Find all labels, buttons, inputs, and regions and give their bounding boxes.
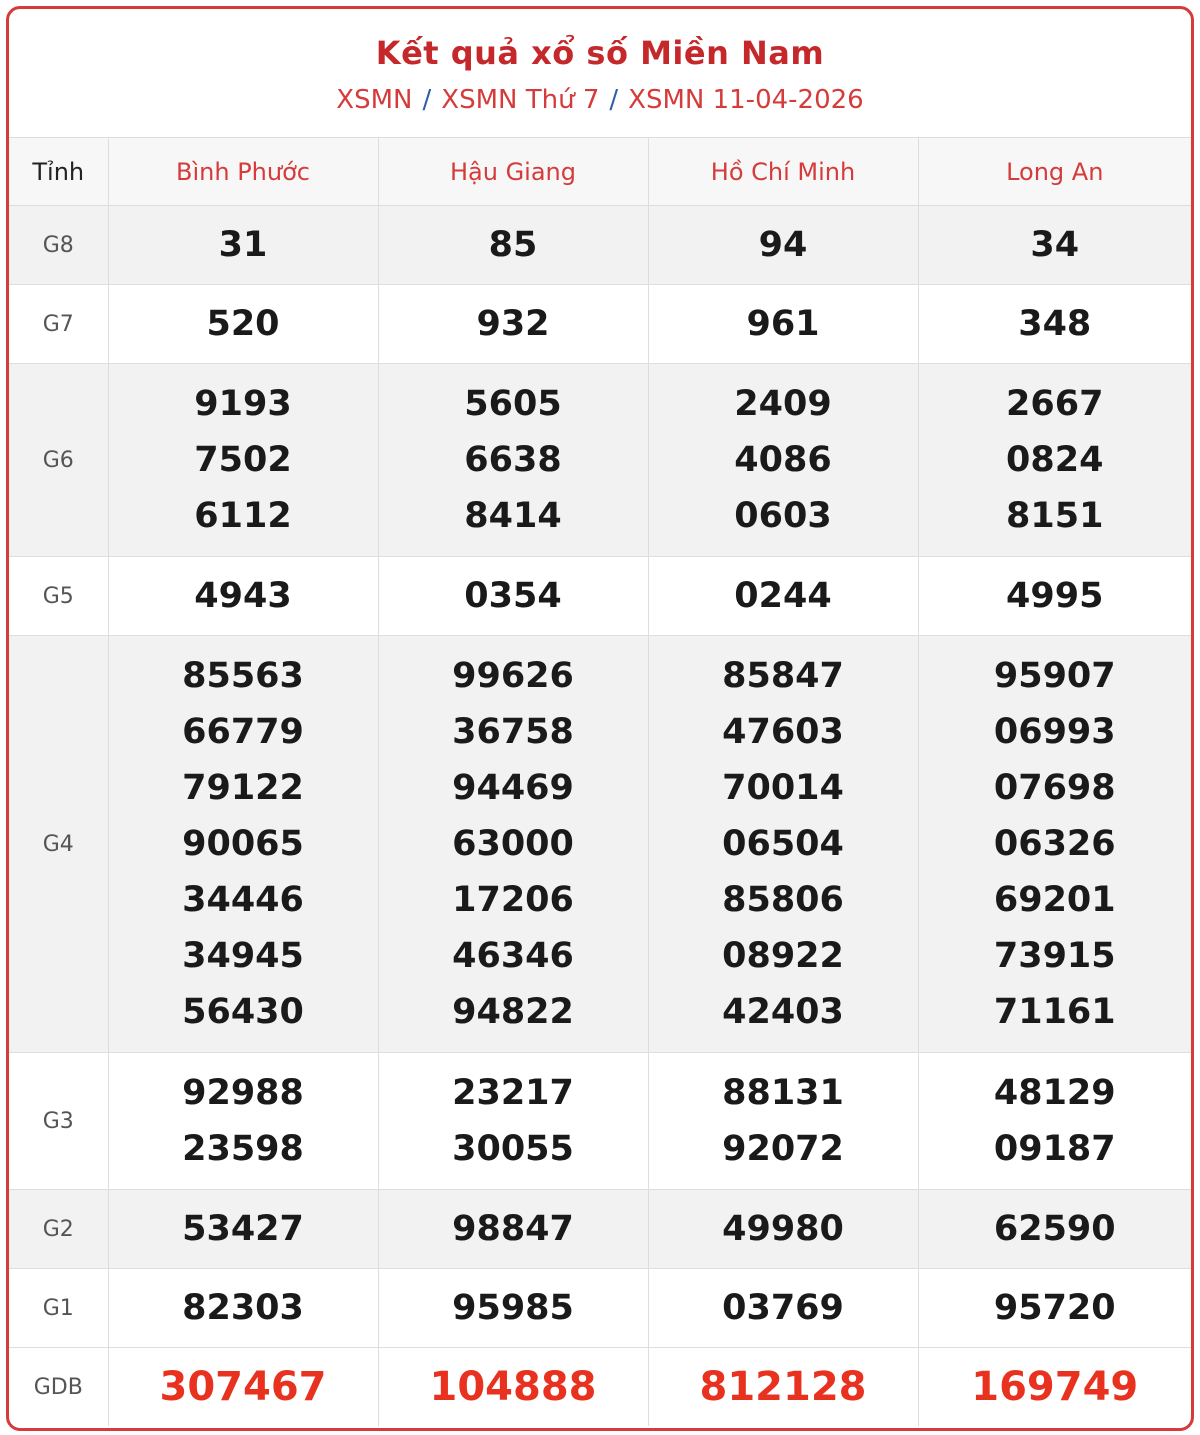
results-header xyxy=(9,9,1191,138)
prize-cell xyxy=(108,364,378,557)
prize-cell xyxy=(918,1348,1191,1427)
prize-number: 98847 xyxy=(452,1209,574,1249)
prize-number: 95907 xyxy=(993,656,1116,696)
prize-number: 4086 xyxy=(734,440,832,480)
prize-cell xyxy=(648,1053,918,1190)
prize-number: 88131 xyxy=(722,1073,844,1113)
prize-number: 62590 xyxy=(993,1209,1116,1249)
breadcrumb-link-date[interactable]: XSMN 11-04-2026 xyxy=(628,85,864,115)
prize-cell xyxy=(918,285,1191,364)
prize-cell xyxy=(918,1190,1191,1269)
prize-number: 92988 xyxy=(182,1073,304,1113)
prize-cell xyxy=(108,636,378,1053)
prize-number: 23217 xyxy=(452,1073,574,1113)
prize-number: 961 xyxy=(746,304,820,344)
prize-cell xyxy=(918,636,1191,1053)
prize-number: 49980 xyxy=(722,1209,844,1249)
prize-cell xyxy=(918,206,1191,285)
prize-cell xyxy=(108,206,378,285)
prize-label: G4 xyxy=(9,636,108,1053)
prize-number: 71161 xyxy=(993,992,1116,1032)
prize-number: 47603 xyxy=(722,712,844,752)
prize-number: 09187 xyxy=(993,1129,1116,1169)
prize-number: 69201 xyxy=(993,880,1116,920)
prize-number: 0354 xyxy=(464,576,562,616)
prize-cell xyxy=(378,1190,648,1269)
prize-number: 7502 xyxy=(194,440,292,480)
prize-label: G1 xyxy=(9,1269,108,1348)
prize-row-g1 xyxy=(9,1269,1191,1348)
prize-number: 94 xyxy=(758,225,808,265)
prize-row-g2 xyxy=(9,1190,1191,1269)
prize-cell xyxy=(378,1269,648,1348)
prize-cell xyxy=(648,557,918,636)
prize-number: 17206 xyxy=(452,880,574,920)
prize-cell xyxy=(378,557,648,636)
prize-cell xyxy=(918,364,1191,557)
prize-cell xyxy=(648,364,918,557)
prize-label: G8 xyxy=(9,206,108,285)
prize-cell xyxy=(378,636,648,1053)
prize-row-g5 xyxy=(9,557,1191,636)
prize-cell xyxy=(108,1053,378,1190)
prize-number: 95985 xyxy=(452,1288,574,1328)
breadcrumb xyxy=(9,84,1191,116)
prize-number: 0244 xyxy=(734,576,832,616)
prize-number: 03769 xyxy=(722,1288,844,1328)
prize-number: 34 xyxy=(1030,225,1080,265)
breadcrumb-separator: / xyxy=(422,85,432,115)
prize-number: 0603 xyxy=(734,496,832,536)
prize-number: 46346 xyxy=(452,936,574,976)
prize-number: 23598 xyxy=(182,1129,304,1169)
results-table xyxy=(9,138,1191,1426)
prize-number: 36758 xyxy=(452,712,574,752)
prize-number: 9193 xyxy=(194,384,292,424)
prize-cell xyxy=(648,1269,918,1348)
prize-number: 08922 xyxy=(722,936,844,976)
prize-cell xyxy=(378,285,648,364)
prize-number: 07698 xyxy=(993,768,1116,808)
prize-cell xyxy=(918,557,1191,636)
prize-cell xyxy=(648,206,918,285)
prize-number: 82303 xyxy=(182,1288,304,1328)
prize-number: 30055 xyxy=(452,1129,574,1169)
prize-number: 94469 xyxy=(452,768,574,808)
prize-cell xyxy=(108,1190,378,1269)
breadcrumb-link-xsmn[interactable]: XSMN xyxy=(336,85,413,115)
prize-number: 85806 xyxy=(722,880,844,920)
prize-number: 31 xyxy=(218,225,268,265)
prize-number: 85563 xyxy=(182,656,304,696)
prize-cell xyxy=(648,1190,918,1269)
prize-row-g6 xyxy=(9,364,1191,557)
province-column-header: Tỉnh xyxy=(9,138,108,206)
prize-cell xyxy=(378,1348,648,1427)
prize-number: 66779 xyxy=(182,712,304,752)
province-header-long-an[interactable]: Long An xyxy=(918,138,1191,206)
prize-number: 4995 xyxy=(1006,576,1104,616)
prize-cell xyxy=(378,364,648,557)
prize-cell xyxy=(648,285,918,364)
prize-number: 85 xyxy=(488,225,538,265)
prize-number: 0824 xyxy=(1006,440,1104,480)
prize-cell xyxy=(918,1269,1191,1348)
prize-table-body xyxy=(9,206,1191,1427)
prize-cell xyxy=(378,206,648,285)
prize-number: 92072 xyxy=(722,1129,844,1169)
prize-label: G7 xyxy=(9,285,108,364)
prize-cell xyxy=(378,1053,648,1190)
prize-number: 48129 xyxy=(993,1073,1116,1113)
special-prize-number: 169749 xyxy=(971,1364,1139,1410)
prize-number: 2409 xyxy=(734,384,832,424)
prize-row-g8 xyxy=(9,206,1191,285)
prize-number: 06504 xyxy=(722,824,844,864)
province-header-ho-chi-minh[interactable]: Hồ Chí Minh xyxy=(648,138,918,206)
prize-number: 6638 xyxy=(464,440,562,480)
results-card xyxy=(6,6,1194,1431)
prize-row-g4 xyxy=(9,636,1191,1053)
prize-number: 5605 xyxy=(464,384,562,424)
prize-cell xyxy=(918,1053,1191,1190)
table-header-row xyxy=(9,138,1191,206)
prize-cell xyxy=(108,557,378,636)
prize-number: 2667 xyxy=(1006,384,1104,424)
prize-number: 520 xyxy=(206,304,280,344)
prize-label: G3 xyxy=(9,1053,108,1190)
prize-number: 85847 xyxy=(722,656,844,696)
prize-number: 53427 xyxy=(182,1209,304,1249)
prize-number: 34945 xyxy=(182,936,304,976)
prize-number: 348 xyxy=(1018,304,1092,344)
prize-number: 4943 xyxy=(194,576,292,616)
special-prize-number: 307467 xyxy=(159,1364,327,1410)
province-header-hau-giang[interactable]: Hậu Giang xyxy=(378,138,648,206)
prize-number: 95720 xyxy=(993,1288,1116,1328)
special-prize-number: 812128 xyxy=(699,1364,867,1410)
prize-number: 73915 xyxy=(993,936,1116,976)
prize-number: 8414 xyxy=(464,496,562,536)
prize-cell xyxy=(648,1348,918,1427)
prize-number: 8151 xyxy=(1006,496,1104,536)
page-title: Kết quả xổ số Miền Nam xyxy=(375,34,825,72)
prize-cell xyxy=(648,636,918,1053)
breadcrumb-link-weekday[interactable]: XSMN Thứ 7 xyxy=(441,85,600,115)
prize-cell xyxy=(108,285,378,364)
prize-number: 90065 xyxy=(182,824,304,864)
prize-row-gdb xyxy=(9,1348,1191,1427)
prize-label: G5 xyxy=(9,557,108,636)
prize-row-g3 xyxy=(9,1053,1191,1190)
prize-cell xyxy=(108,1269,378,1348)
prize-number: 63000 xyxy=(452,824,574,864)
prize-label: G2 xyxy=(9,1190,108,1269)
prize-number: 06326 xyxy=(993,824,1116,864)
prize-row-g7 xyxy=(9,285,1191,364)
prize-cell xyxy=(108,1348,378,1427)
prize-label: G6 xyxy=(9,364,108,557)
prize-number: 42403 xyxy=(722,992,844,1032)
prize-number: 34446 xyxy=(182,880,304,920)
prize-label: GDB xyxy=(9,1348,108,1427)
prize-number: 70014 xyxy=(722,768,844,808)
prize-number: 932 xyxy=(476,304,550,344)
prize-number: 06993 xyxy=(993,712,1116,752)
prize-number: 79122 xyxy=(182,768,304,808)
prize-number: 94822 xyxy=(452,992,574,1032)
special-prize-number: 104888 xyxy=(429,1364,597,1410)
prize-number: 56430 xyxy=(182,992,304,1032)
province-header-binh-phuoc[interactable]: Bình Phước xyxy=(108,138,378,206)
prize-number: 99626 xyxy=(452,656,574,696)
breadcrumb-separator: / xyxy=(609,85,619,115)
prize-number: 6112 xyxy=(194,496,292,536)
